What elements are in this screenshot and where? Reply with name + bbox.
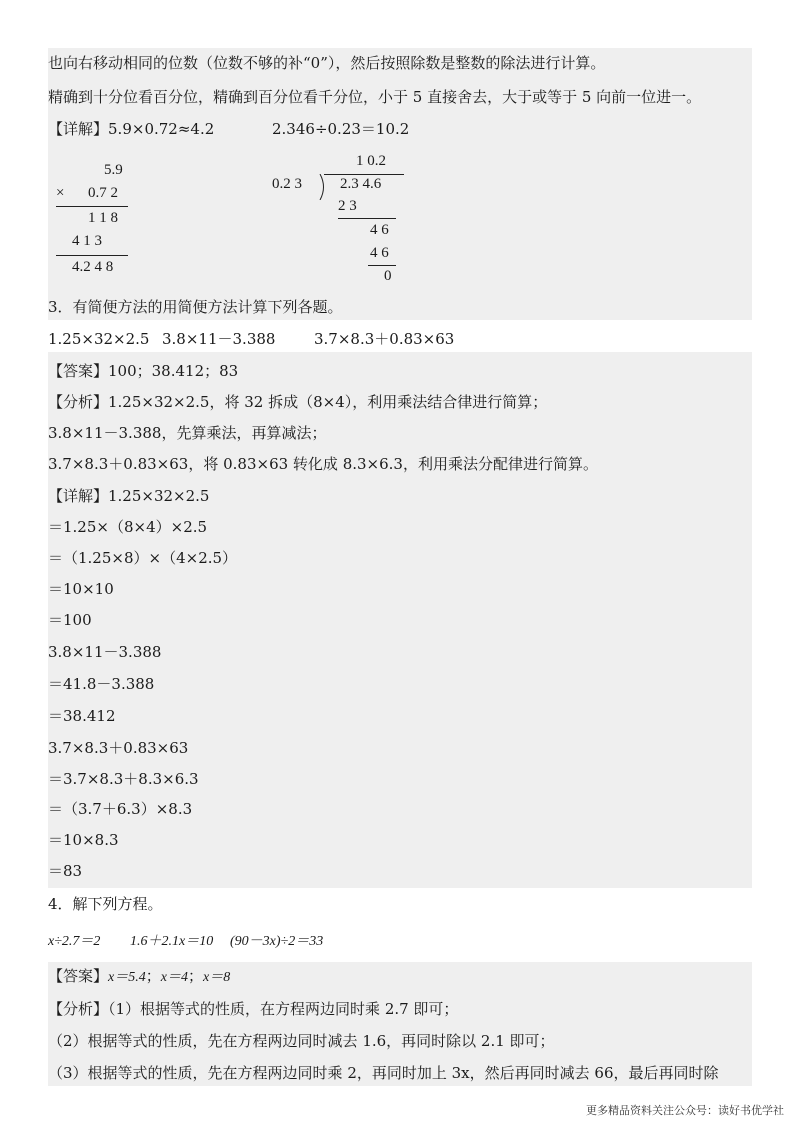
div-step: 2 3 [338,198,357,214]
div-step: 4 6 [370,222,389,238]
q4-equation: 1.6＋2.1x＝10 [130,934,214,949]
q3-detail-line: ＝83 [48,862,83,880]
div-rule [368,265,396,266]
mult-row: 4.2 4 8 [72,259,114,275]
div-rule [338,218,396,219]
div-divisor: 0.2 3 [272,176,302,192]
mult-rule [56,206,128,207]
mult-rule [56,255,128,256]
q3-detail-line: ＝1.25×（8×4）×2.5 [48,518,208,536]
q3-detail-line: 3.7×8.3＋0.83×63 [48,739,189,757]
q4-answer-value: x＝5.4 [108,970,146,985]
footer-note: 更多精品资料关注公众号：读好书优学社 [586,1104,784,1117]
q3-detail-line: ＝10×10 [48,580,114,598]
mult-row: 0.7 2 [88,185,118,201]
q3-problem: 3.7×8.3＋0.83×63 [314,330,455,348]
q4-title: 4．解下列方程。 [48,895,163,913]
q4-equation: (90－3x)÷2＝33 [230,934,324,949]
q3-problem: 1.25×32×2.5 [48,330,150,348]
q4-answer: 【答案】x＝5.4；x＝4；x＝8 [48,967,231,985]
q4-analysis-line: （3）根据等式的性质，先在方程两边同时乘 2，再同时加上 3x，然后再同时减去 66，最后再同时除 [48,1064,719,1082]
mult-op: × [56,185,65,201]
q4-analysis-line: （2）根据等式的性质，先在方程两边同时减去 1.6，再同时除以 2.1 即可； [48,1032,555,1050]
q4-answer-value: x＝4 [160,970,188,985]
text-line: 精确到十分位看百分位，精确到百分位看千分位，小于 5 直接舍去，大于或等于 5 向前一位进一。 [48,88,702,106]
div-dividend: 2.3 4.6 [340,176,382,192]
q3-detail-line: ＝41.8－3.388 [48,675,155,693]
q4-answer-value: x＝8 [202,970,231,985]
q3-detail-line: ＝（3.7＋6.3）×8.3 [48,800,193,818]
q3-problem: 3.8×11－3.388 [162,330,276,348]
text-line: 也向右移动相同的位数（位数不够的补“0”），然后按照除数是整数的除法进行计算。 [48,54,606,72]
div-step: 4 6 [370,245,389,261]
q4-answer-label: 【答案】 [48,967,109,985]
q3-detail-line: ＝100 [48,611,92,629]
q3-detail-line: ＝38.412 [48,707,116,725]
mult-row: 4 1 3 [72,233,102,249]
q3-detail-line: ＝3.7×8.3＋8.3×6.3 [48,770,199,788]
detail-mult: 5.9×0.72≈4.2 [108,120,215,138]
q3-analysis-line: 3.8×11－3.388，先算乘法，再算减法； [48,424,327,442]
div-quotient: 1 0.2 [356,153,386,169]
q4-analysis-line: 【分析】（1）根据等式的性质，在方程两边同时乘 2.7 即可； [48,1000,459,1018]
q3-analysis-line: 3.7×8.3＋0.83×63，将 0.83×63 转化成 8.3×6.3，利用乘法分配律进行简算。 [48,455,598,473]
detail-line [48,118,214,140]
q3-answer: 【答案】100；38.412；83 [48,362,239,380]
div-rule-top [324,174,404,175]
q3-analysis-line: 【分析】1.25×32×2.5，将 32 拆成（8×4），利用乘法结合律进行简算； [48,393,548,411]
q4-equation: x÷2.7＝2 [48,934,101,949]
q3-detail-line: 【详解】1.25×32×2.5 [48,487,210,505]
q3-detail-line: ＝（1.25×8）×（4×2.5） [48,549,238,567]
mult-row: 5.9 [104,162,123,178]
detail-div: 2.346÷0.23＝10.2 [272,120,410,138]
mult-row: 1 1 8 [88,210,118,226]
detail-label: 【详解】 [48,120,109,138]
division-bracket-icon [318,174,328,200]
q3-detail-line: 3.8×11－3.388 [48,643,162,661]
div-remainder: 0 [384,268,392,284]
q3-detail-line: ＝10×8.3 [48,831,119,849]
q3-title: 3．有简便方法的用简便方法计算下列各题。 [48,298,343,316]
